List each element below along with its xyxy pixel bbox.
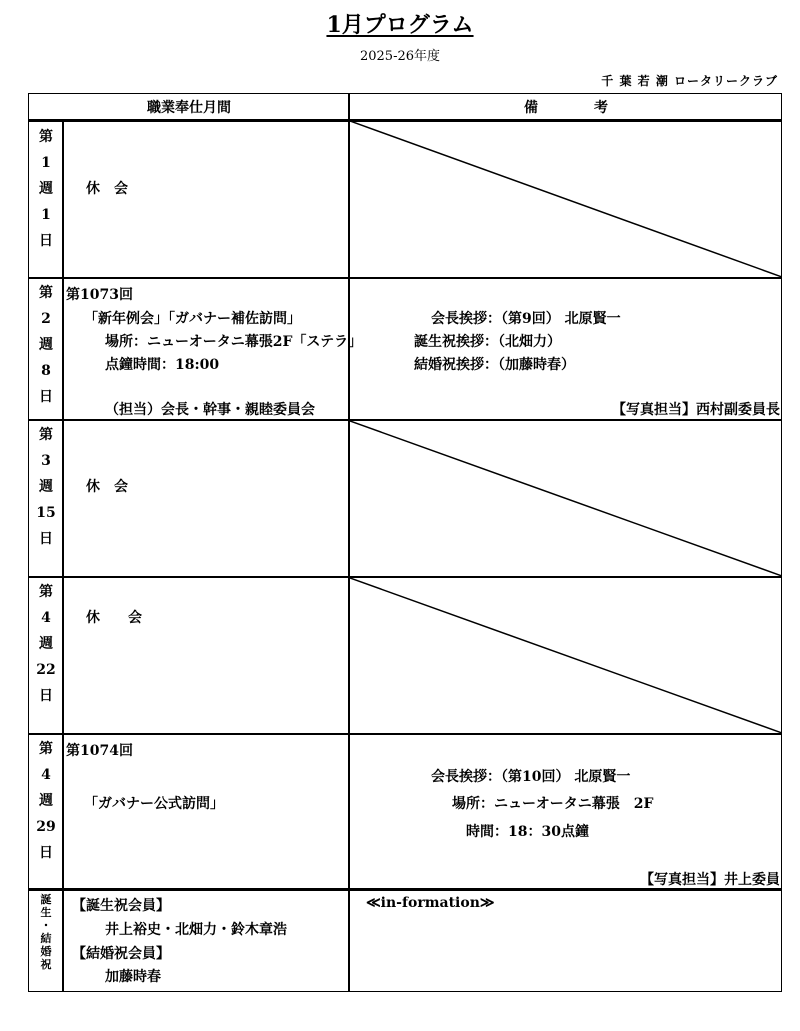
week-5-day-label: 第 4 週 29 日 [36, 741, 56, 861]
club-name: 千 葉 若 潮 ロータリークラブ [601, 74, 778, 88]
week-5-event-title: 「ガバナー公式訪問」 [84, 796, 224, 812]
week-5-venue: 場所：ニューオータニ幕張 2F [452, 796, 654, 812]
week-2-venue: 場所：ニューオータニ幕張2F「ステラ」 [105, 334, 363, 350]
week-5-meeting-number: 第1074回 [66, 743, 133, 759]
week-2-wedding-greeting: 結婚祝挨拶：（加藤時春） [414, 357, 575, 373]
page-title: 1月プログラム [326, 12, 474, 38]
left-column-header: 職業奉仕月間 [147, 100, 231, 116]
week-2-day-label: 第 2 週 8 日 [39, 285, 53, 405]
wedding-members-title: 【結婚祝会員】 [72, 946, 170, 962]
week-5-photo-staff: 【写真担当】井上委員 [640, 872, 780, 888]
birthday-members-title: 【誕生祝会員】 [72, 898, 170, 914]
week-2-photo-staff: 【写真担当】西村副委員長 [612, 402, 780, 418]
week-4-empty-slash [350, 578, 782, 733]
celebration-label: 誕 生 ・ 結 婚 祝 [40, 893, 52, 971]
week-2-start-time: 点鐘時間：18:00 [105, 357, 220, 373]
row-divider [28, 277, 782, 279]
week-3-day-label: 第 3 週 15 日 [36, 427, 56, 547]
week-1-status: 休 会 [86, 181, 128, 197]
week-1-day-label: 第 1 週 1 日 [39, 129, 53, 249]
day-column-divider [62, 121, 64, 992]
week-2-president-greeting: 会長挨拶：（第9回） 北原賢一 [431, 311, 621, 327]
week-4-day-label: 第 4 週 22 日 [36, 584, 56, 704]
week-2-event-title: 「新年例会」「ガバナー補佐訪問」 [84, 311, 301, 327]
week-4-status: 休 会 [86, 610, 142, 626]
wedding-members-names: 加藤時春 [105, 969, 161, 985]
information-heading: ≪in-formation≫ [366, 895, 495, 911]
week-2-in-charge: （担当）会長・幹事・親睦委員会 [105, 402, 315, 418]
notes-column-header: 備 考 [524, 100, 608, 116]
week-3-empty-slash [350, 421, 782, 576]
fiscal-year: 2025-26年度 [359, 49, 441, 64]
week-3-status: 休 会 [86, 479, 128, 495]
birthday-members-names: 井上裕史・北畑力・鈴木章浩 [105, 922, 287, 938]
week-5-president-greeting: 会長挨拶：（第10回） 北原賢一 [431, 769, 631, 785]
week-2-birthday-greeting: 誕生祝挨拶：（北畑力） [414, 334, 561, 350]
row-divider [28, 733, 782, 735]
week-1-empty-slash [350, 121, 782, 277]
week-5-start-time: 時間：18：30点鐘 [466, 824, 589, 840]
week-2-meeting-number: 第1073回 [66, 287, 133, 303]
